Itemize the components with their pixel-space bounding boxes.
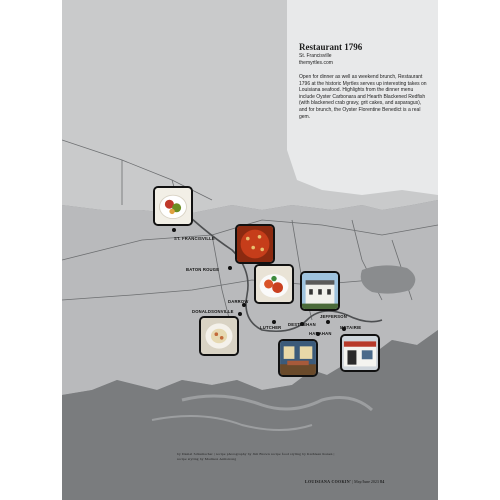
city-label-baton-rouge: BATON ROUGE [186, 267, 220, 272]
photo-pin-storefront[interactable] [340, 334, 380, 372]
photo-pin-shrimp-plate[interactable] [254, 264, 294, 304]
city-label-destrehan: DESTREHAN [288, 322, 316, 327]
photo-pin-pasta-dish[interactable] [199, 316, 239, 356]
magazine-page [62, 0, 438, 500]
lake [361, 265, 416, 293]
marker-baton-rouge [228, 266, 232, 270]
restaurant-location: St. Francisville [299, 53, 332, 59]
city-label-darrow: DARROW [228, 299, 249, 304]
issue-date: May/June 2023 [354, 479, 379, 484]
marker-lutcher [272, 320, 276, 324]
photo-pin-plated-salad[interactable] [153, 186, 193, 226]
restaurant-description: Open for dinner as well as weekend brunch, Restaurant 1796 at the historic Myrtles serves up interesting takes on Louisiana seafood. Highlights from the dinner menu include Oyster Carbonara and Hearth Blackened Redfish (with blackened crab gravy, grit cakes, and asparagus), and for brunch, the Oyster Florentine Benedict is a real gem. [299, 74, 427, 120]
city-label-jefferson: JEFFERSON [320, 314, 347, 319]
city-label-st-francisville: ST. FRANCISVILLE [174, 236, 215, 241]
restaurant-website[interactable]: themyrtles.com [299, 59, 333, 66]
city-label-metairie: METAIRIE [340, 325, 362, 330]
city-label-donaldsonville: DONALDSONVILLE [192, 309, 234, 314]
magazine-name: LOUISIANA COOKIN' [305, 479, 352, 484]
marker-st-francisville [172, 228, 176, 232]
photo-pin-dining-room[interactable] [278, 339, 318, 377]
restaurant-title: Restaurant 1796 [299, 42, 363, 52]
restaurant-info [299, 42, 429, 120]
photo-credits: by Daniel Schumacher | recipe photography by Jim Brown recipe food styling by Kathleen Kanen | recipe styling by Madison Armstrong [177, 452, 335, 461]
page-footer: LOUISIANA COOKIN' | May/June 2023 84 [305, 479, 385, 484]
city-label-lutcher: LUTCHER [260, 325, 282, 330]
city-label-harahan: HARAHAN [309, 331, 332, 336]
photo-pin-white-building[interactable] [300, 271, 340, 311]
marker-jefferson [326, 320, 330, 324]
photo-pin-pizza[interactable] [235, 224, 275, 264]
page-number: 84 [379, 479, 385, 484]
marker-donaldsonville [238, 312, 242, 316]
